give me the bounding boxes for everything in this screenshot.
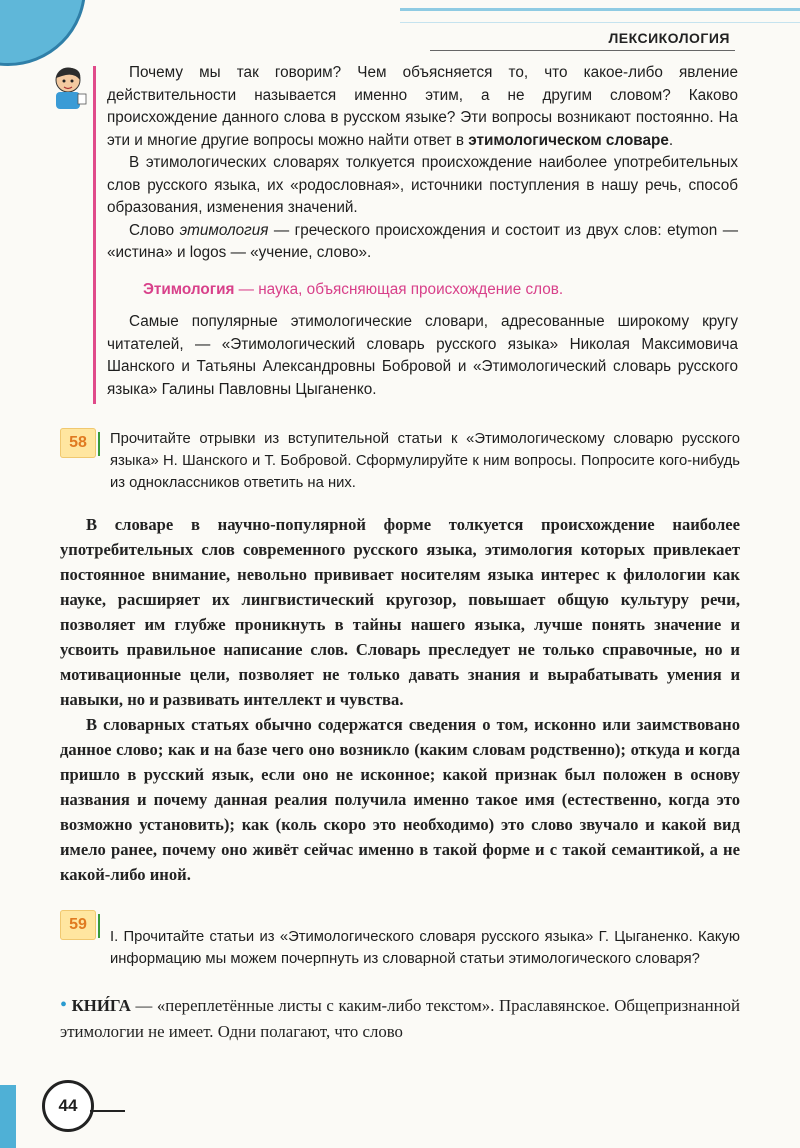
- task-58-text: Прочитайте отрывки из вступительной статьи к «Этимологическому словарю русского языка» Н. Шанского и Т. Бобровой. Сформулируйте к ним вопросы. Попросите кого-нибудь из одноклассников ответить на них.: [110, 431, 740, 491]
- title-underline: [430, 50, 735, 51]
- theory-paragraph-1: Почему мы так говорим? Чем объясняется то, что какое-либо явление действительности называется именно этим, а не другим словом? Каково происхождение данного слова в русском языке? Эти вопросы возникают постоянно. На эти и многие другие вопросы можно найти ответ в этимологическом словаре.: [107, 64, 738, 149]
- corner-decoration: [0, 0, 86, 66]
- student-icon: [48, 64, 90, 110]
- dictionary-entry: [60, 992, 740, 1045]
- page-side-tab: [0, 1085, 16, 1148]
- footer-rule: [90, 1110, 125, 1112]
- theory-paragraph-3: Слово этимология — греческого происхождения и состоит из двух слов: etymon — «истина» и logos — «учение, слово».: [107, 221, 738, 261]
- section-title: ЛЕКСИКОЛОГИЯ: [608, 30, 730, 46]
- definition: Этимология — наука, объясняющая происхождение слов.: [143, 280, 564, 298]
- term-etymological-dictionary: этимологическом словаре: [468, 131, 669, 149]
- theory-margin-line: [93, 66, 96, 404]
- task-number-badge: 59: [60, 910, 96, 940]
- dictionary-excerpt: [60, 512, 740, 887]
- task-58: [60, 428, 740, 494]
- header-rule: [400, 8, 800, 11]
- theory-paragraph-2: В этимологических словарях толкуется происхождение наиболее употребительных слов русского языка, их «родословная», источники поступления в нашу речь, способ образования, изменения значений.: [107, 154, 738, 216]
- theory-paragraph-4: Самые популярные этимологические словари, адресованные широкому кругу читателей, — «Этимологический словарь русского языка» Николая Максимовича Шанского и Татьяны Александровны Бобровой и «Этимологический словарь русского языка» Галины Павловны Цыганенко.: [107, 313, 738, 398]
- task-59: [60, 910, 740, 970]
- task-59-text: I. Прочитайте статьи из «Этимологического словаря русского языка» Г. Цыганенко. Какую информацию мы можем почерпнуть из словарной статьи этимологического словаря?: [110, 929, 740, 967]
- bullet-icon: •: [60, 994, 68, 1016]
- theory-box: [93, 62, 738, 407]
- header-rule-thin: [400, 22, 800, 23]
- excerpt-paragraph-1: В словаре в научно-популярной форме толкуется происхождение наиболее употребительных слов современного русского языка, этимология которых привлекает постоянное внимание, невольно прививает носителям языка интерес к филологии как науке, расширяет их лингвистический кругозор, повышает общую культуру речи, позволяет им глубже проникнуть в тайны нашего языка, лучше понять значение и усвоить правильное написание слов. Словарь преследует не только справочные, но и мотивационные цели, позволяет не только давать знания и вырабатывать умения и навыки, но и развивать интеллект и чувства.: [60, 515, 740, 709]
- entry-headword: КНИ́ГА: [71, 996, 131, 1015]
- page-number: 44: [42, 1080, 94, 1132]
- excerpt-paragraph-2: В словарных статьях обычно содержатся сведения о том, исконно или заимствовано данное слово; как и на базе чего оно возникло (каким словам родственно); откуда и когда пришло в русский язык, если оно не исконное; какой признак был положен в основу названия и почему данная реалия получила именно такое имя (естественно, когда это возможно установить); как (коль скоро это необходимо) это слово звучало и какой вид имело ранее, почему оно живёт сейчас именно в такой форме и с такой семантикой, а не какой-либо иной.: [60, 715, 740, 884]
- entry-text: — «переплетённые листы с каким-либо текстом». Праславянское. Общепризнанной этимологии не имеет. Одни полагают, что слово: [60, 996, 740, 1041]
- task-number-badge: 58: [60, 428, 96, 458]
